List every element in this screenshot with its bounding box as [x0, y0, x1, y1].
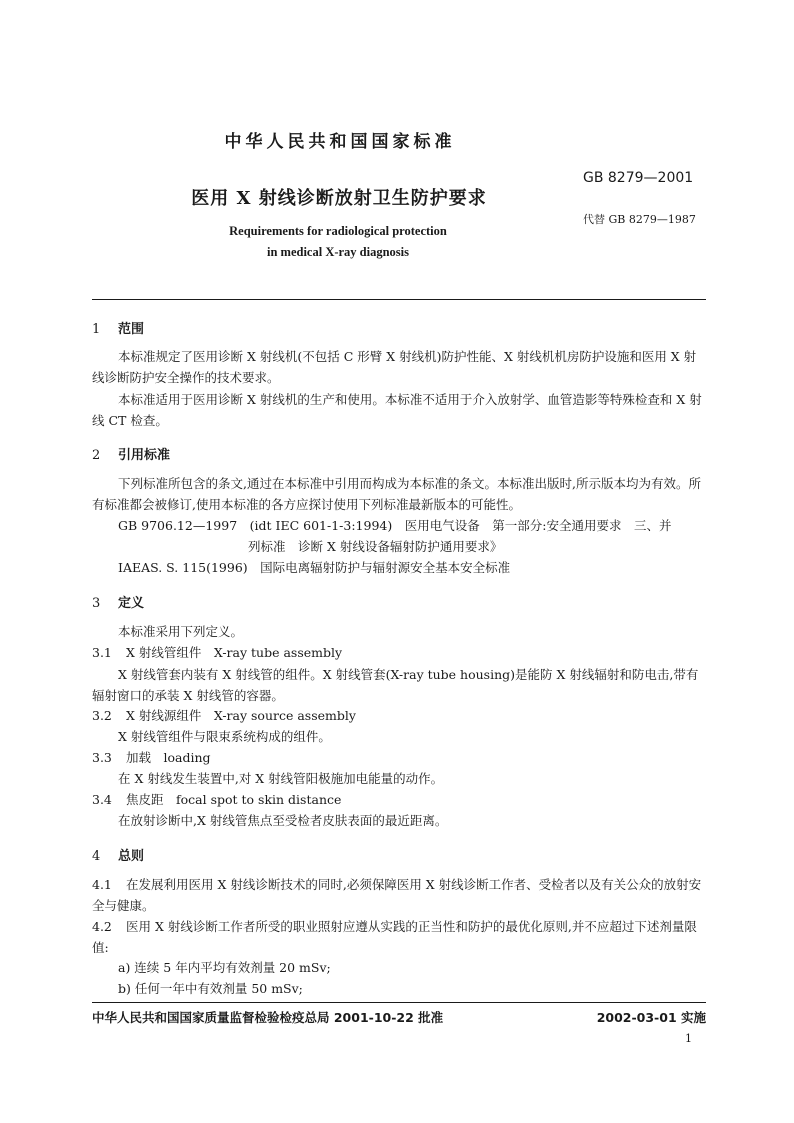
- section-4-heading: [92, 845, 144, 864]
- clause-number: 4.2: [92, 919, 112, 934]
- definition-3-1-heading: [92, 643, 342, 661]
- definition-term: X 射线源组件 X-ray source assembly: [126, 708, 356, 723]
- dose-limit-item-a: a) 连续 5 年内平均有效剂量 20 mSv;: [118, 960, 331, 975]
- replaces-standard: 代替 GB 8279—1987: [583, 213, 696, 226]
- english-title-line2: in medical X-ray diagnosis: [266, 245, 410, 259]
- clause-4-1: [92, 874, 706, 916]
- section-2-heading: [92, 444, 170, 463]
- standard-code: GB 8279—2001: [583, 170, 694, 186]
- section-title: 引用标准: [118, 448, 171, 463]
- section-1-paragraph-1: 本标准规定了医用诊断 X 射线机(不包括 C 形臂 X 射线机)防护性能、X 射线机机房防护设施和医用 X 射线诊断防护安全操作的技术要求。: [92, 349, 697, 385]
- national-standard-title: 中华人民共和国国家标准: [224, 132, 456, 152]
- section-number: 2: [92, 448, 101, 463]
- section-3-intro: 本标准采用下列定义。: [118, 624, 244, 639]
- footer-divider: [92, 1002, 706, 1003]
- definition-3-3-body: 在 X 射线发生装置中,对 X 射线管阳极施加电能量的动作。: [118, 771, 444, 786]
- section-2-paragraph-1: 下列标准所包含的条文,通过在本标准中引用而构成为本标准的条文。本标准出版时,所示版本均为有效。所有标准都会被修订,使用本标准的各方应探讨使用下列标准最新版本的可能性。: [92, 476, 701, 512]
- clause-4-2: [92, 916, 706, 958]
- page-number: 1: [685, 1032, 692, 1045]
- clause-text: 医用 X 射线诊断工作者所受的职业照射应遵从实践的正当性和防护的最优化原则,并不应超过下述剂量限值:: [92, 919, 697, 955]
- clause-number: 3.3: [92, 750, 112, 765]
- definition-3-3-heading: [92, 748, 211, 766]
- dose-limit-item-b: b) 任何一年中有效剂量 50 mSv;: [118, 981, 303, 996]
- definition-3-4-heading: [92, 790, 341, 808]
- section-title: 定义: [118, 596, 145, 611]
- section-1-heading: [92, 318, 144, 337]
- effective-date: 2002-03-01 实施: [596, 1010, 706, 1025]
- section-number: 3: [92, 596, 101, 611]
- definition-term: 焦皮距 focal spot to skin distance: [126, 792, 342, 807]
- approval-issuer: 中华人民共和国国家质量监督检验检疫总局 2001-10-22 批准: [92, 1010, 444, 1025]
- section-3-heading: [92, 592, 144, 611]
- definition-3-1-body: X 射线管套内装有 X 射线管的组件。X 射线管套(X-ray tube housing)是能防 X 射线辐射和防电击,带有辐射窗口的承装 X 射线管的容器。: [92, 667, 699, 703]
- definition-term: X 射线管组件 X-ray tube assembly: [126, 645, 343, 660]
- clause-number: 3.4: [92, 792, 112, 807]
- clause-number: 3.1: [92, 645, 112, 660]
- english-title-line1: Requirements for radiological protection: [229, 224, 447, 238]
- section-number: 1: [92, 322, 101, 337]
- clause-text: 在发展利用医用 X 射线诊断技术的同时,必须保障医用 X 射线诊断工作者、受检者以及有关公众的放射安全与健康。: [92, 877, 702, 913]
- reference-1-line-2: 列标准 诊断 X 射线设备辐射防护通用要求》: [248, 539, 503, 554]
- section-title: 总则: [118, 849, 145, 864]
- section-1-paragraph-2: 本标准适用于医用诊断 X 射线机的生产和使用。本标准不适用于介入放射学、血管造影等特殊检查和 X 射线 CT 检查。: [92, 392, 702, 428]
- reference-2: IAEAS. S. 115(1996) 国际电离辐射防护与辐射源安全基本安全标准: [118, 560, 511, 575]
- clause-number: 3.2: [92, 708, 112, 723]
- definition-3-2-body: X 射线管组件与限束系统构成的组件。: [118, 729, 331, 744]
- definition-term: 加载 loading: [126, 750, 211, 765]
- section-number: 4: [92, 849, 101, 864]
- definition-3-2-heading: [92, 706, 356, 724]
- reference-1-line-1: GB 9706.12—1997 (idt IEC 601-1-3:1994) 医用电气设备 第一部分:安全通用要求 三、并: [118, 518, 672, 533]
- definition-3-4-body: 在放射诊断中,X 射线管焦点至受检者皮肤表面的最近距离。: [118, 813, 448, 828]
- section-title: 范围: [118, 322, 145, 337]
- clause-number: 4.1: [92, 877, 112, 892]
- document-title: 医用 X 射线诊断放射卫生防护要求: [191, 188, 487, 209]
- header-divider: [92, 299, 706, 300]
